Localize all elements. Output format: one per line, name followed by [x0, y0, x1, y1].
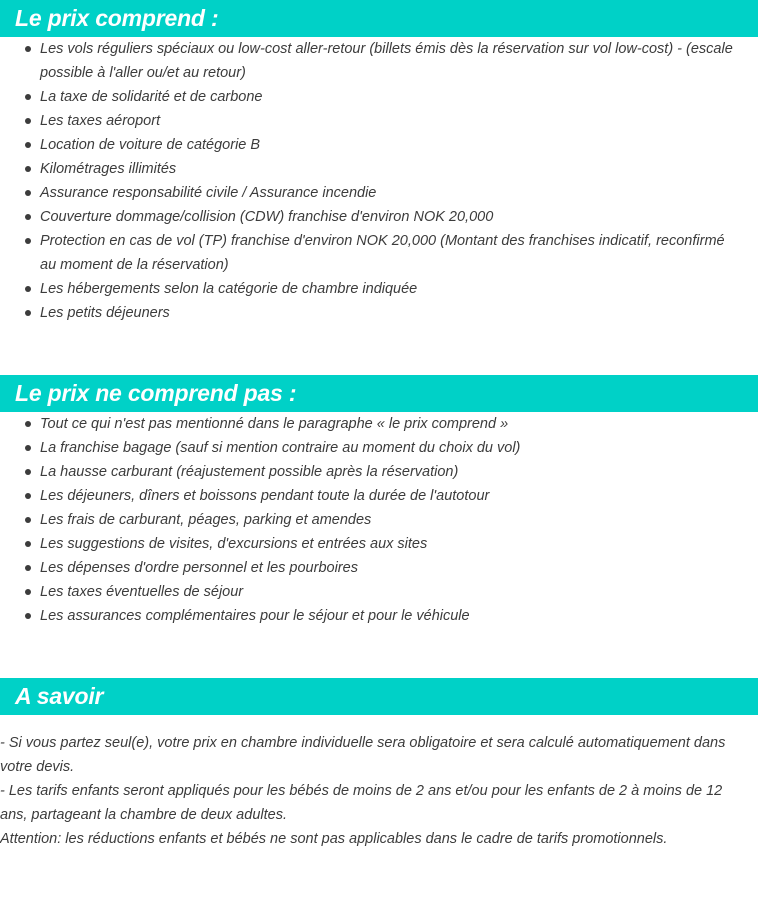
list-item: Les frais de carburant, péages, parking et amendes: [24, 508, 758, 532]
note-paragraph: - Les tarifs enfants seront appliqués pour les bébés de moins de 2 ans et/ou pour les enfants de 2 à moins de 12 ans, partageant la chambre de deux adultes.: [0, 783, 723, 823]
section-title-not-included: Le prix ne comprend pas :: [15, 380, 297, 406]
good-to-know-notes: [0, 715, 758, 851]
list-item: Location de voiture de catégorie B: [24, 133, 758, 157]
note-paragraph: Attention: les réductions enfants et bébés ne sont pas applicables dans le cadre de tarifs promotionnels.: [0, 831, 668, 847]
list-item: Protection en cas de vol (TP) franchise d'environ NOK 20,000 (Montant des franchises indicatif, reconfirmé au moment de la réservation): [24, 229, 758, 277]
section-spacer: [0, 628, 758, 678]
included-list: [0, 37, 758, 325]
list-item: Kilométrages illimités: [24, 157, 758, 181]
not-included-list: [0, 412, 758, 628]
section-header-included: [0, 0, 758, 37]
section-title-good-to-know: A savoir: [15, 683, 104, 709]
list-item: Les assurances complémentaires pour le séjour et pour le véhicule: [24, 604, 758, 628]
section-header-good-to-know: [0, 678, 758, 715]
list-item: Les déjeuners, dîners et boissons pendant toute la durée de l'autotour: [24, 484, 758, 508]
list-item: Les taxes éventuelles de séjour: [24, 580, 758, 604]
list-item: Les taxes aéroport: [24, 109, 758, 133]
list-item: La taxe de solidarité et de carbone: [24, 85, 758, 109]
list-item: Tout ce qui n'est pas mentionné dans le paragraphe « le prix comprend »: [24, 412, 758, 436]
list-item: Assurance responsabilité civile / Assurance incendie: [24, 181, 758, 205]
list-item: Les dépenses d'ordre personnel et les pourboires: [24, 556, 758, 580]
list-item: Couverture dommage/collision (CDW) franchise d'environ NOK 20,000: [24, 205, 758, 229]
list-item: Les petits déjeuners: [24, 301, 758, 325]
list-item: La franchise bagage (sauf si mention contraire au moment du choix du vol): [24, 436, 758, 460]
list-item: Les vols réguliers spéciaux ou low-cost aller-retour (billets émis dès la réservation sur vol low-cost) - (escale possible à l'aller ou/et au retour): [24, 37, 758, 85]
list-item: Les hébergements selon la catégorie de chambre indiquée: [24, 277, 758, 301]
list-item: Les suggestions de visites, d'excursions et entrées aux sites: [24, 532, 758, 556]
section-title-included: Le prix comprend :: [15, 5, 219, 31]
section-spacer: [0, 325, 758, 375]
section-header-not-included: [0, 375, 758, 412]
note-paragraph: - Si vous partez seul(e), votre prix en chambre individuelle sera obligatoire et sera calculé automatiquement dans votre devis.: [0, 735, 726, 775]
list-item: La hausse carburant (réajustement possible après la réservation): [24, 460, 758, 484]
